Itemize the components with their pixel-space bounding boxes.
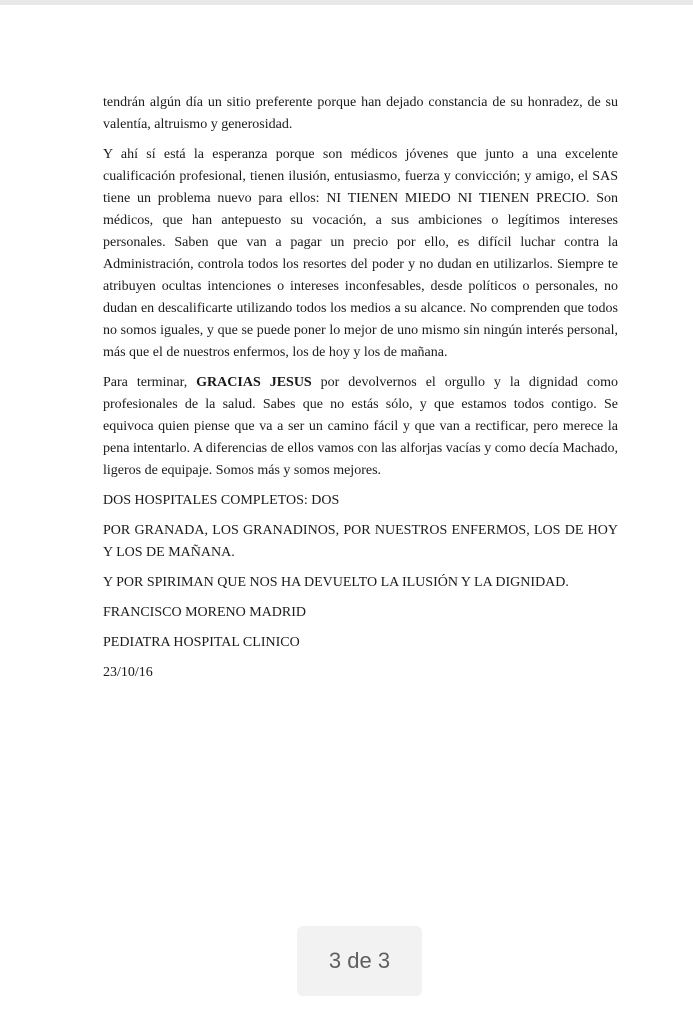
paragraph-3-rest: por devolvernos el orgullo y la dignidad como profesionales de la salud. Sabes que no estás sólo, y que estamos todos contigo. Se equivoca quien piense que va a ser un camino fácil y que van a rectificar, pero merece la pena intentarlo. A diferencias de ellos vamos con las alforjas vacías y como decía Machado, ligeros de equipaje. Somos más y somos mejores. <box>103 375 618 478</box>
paragraph-granada: POR GRANADA, LOS GRANADINOS, POR NUESTROS ENFERMOS, LOS DE HOY Y LOS DE MAÑANA. <box>103 523 618 560</box>
paragraph-3-bold: GRACIAS JESUS <box>196 375 312 390</box>
paragraph-1: tendrán algún día un sitio preferente porque han dejado constancia de su honradez, de su valentía, altruismo y generosidad. <box>103 95 618 132</box>
page-indicator: 3 de 3 <box>297 926 422 996</box>
paragraph-3-lead: Para terminar, <box>103 375 197 390</box>
paragraph-hospitals: DOS HOSPITALES COMPLETOS: DOS <box>103 493 340 508</box>
document-body <box>103 92 618 692</box>
signature-title: PEDIATRA HOSPITAL CLINICO <box>103 635 300 650</box>
paragraph-2: Y ahí sí está la esperanza porque son médicos jóvenes que junto a una excelente cualificación profesional, tienen ilusión, entusiasmo, fuerza y convicción; y amigo, el SAS tiene un problema nuevo para ellos: NI TIENEN MIEDO NI TIENEN PRECIO. Son médicos, que han antepuesto su vocación, a sus ambiciones o legítimos intereses personales. Saben que van a pagar un precio por ello, es difícil luchar contra la Administración, controla todos los resortes del poder y no dudan en utilizarlos. Siempre te atribuyen ocultas intenciones o intereses inconfesables, desde políticos o personales, no dudan en descalificarte utilizando todos los medios a su alcance. No comprenden que todos no somos iguales, y que se puede poner lo mejor de uno mismo sin ningún interés personal, más que el de nuestros enfermos, los de hoy y los de mañana. <box>103 147 618 360</box>
paragraph-3 <box>103 372 618 482</box>
signature-date: 23/10/16 <box>103 665 153 680</box>
paragraph-spiriman: Y POR SPIRIMAN QUE NOS HA DEVUELTO LA ILUSIÓN Y LA DIGNIDAD. <box>103 575 569 590</box>
document-page[interactable] <box>0 5 693 1023</box>
signature-name: FRANCISCO MORENO MADRID <box>103 605 307 620</box>
